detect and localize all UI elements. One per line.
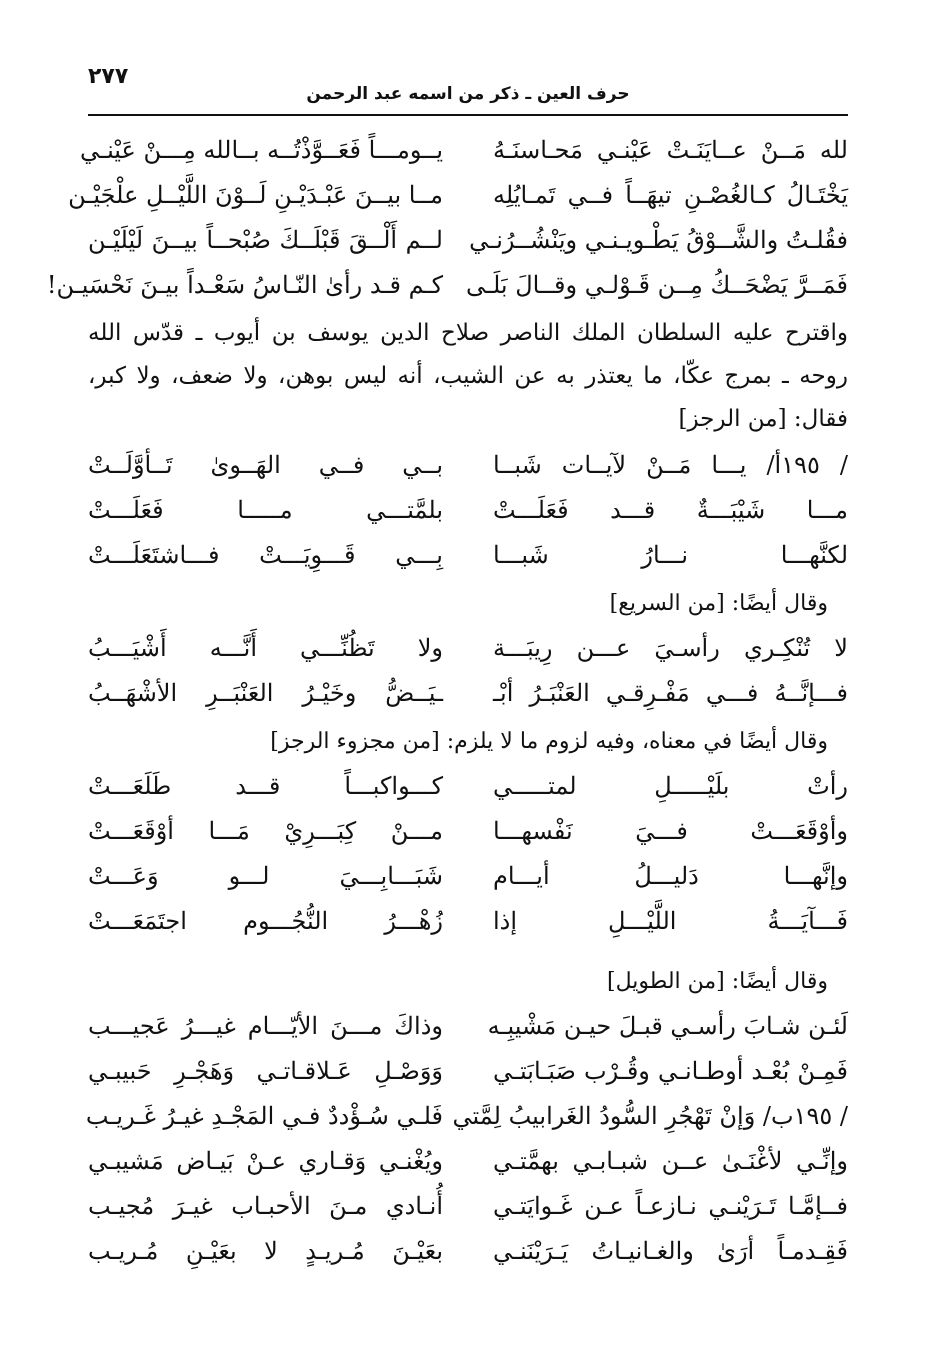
hemistich-right: / ١٩٥أ/ يـــا مَــنْ لآيــات شَبــا (493, 451, 849, 479)
hemistich-right: فــإمَّـا تَـرَيْنـي نـازعـاً عـن غَـوايَتـي (493, 1192, 848, 1220)
poem-3 (88, 626, 848, 716)
verse (88, 218, 848, 263)
poem-2 (88, 443, 848, 578)
verse (46, 263, 848, 308)
verse (88, 1184, 848, 1229)
poem-1 (46, 128, 848, 308)
running-title: حرف العين ـ ذكر من اسمه عبد الرحمن (306, 84, 630, 104)
hemistich-right: / ١٩٥ب/ وَإنْ تَهْجُرِ السُّودُ الغَرابيبُ لِمَّتي (452, 1102, 848, 1130)
hemistich-left: زُهْـــرُ النُّجُـــوم اجتَمَعَـــتْ (88, 907, 443, 935)
verse (88, 533, 848, 578)
poem-intro: وقال أيضًا: [من الطويل] (607, 969, 828, 994)
verse (88, 1049, 848, 1094)
hemistich-left: بــي فــي الهَــوىٰ تَــأوَّلَــتْ (88, 451, 443, 479)
verse (88, 899, 848, 944)
poem-4 (88, 764, 848, 944)
hemistich-right: لا تُنْكِـري رأسـيَ عـــن رِيبَـــة (493, 634, 848, 662)
hemistich-right: فـــإنَّــهُ فـــي مَفْـرِقـي العَنْبَـرُ أبْـ (493, 679, 848, 707)
poem-intro: وقال أيضًا: [من السريع] (609, 591, 828, 616)
hemistich-left: كـم قـد رأىٰ النّـاسُ سَعْـداً بيـنَ نَحْسَيـن! (46, 271, 443, 299)
verse (68, 173, 848, 218)
hemistich-right: فَقِـدمـاً أرَىٰ والغـانيـاتُ يَـرَيْنَنـي (493, 1237, 848, 1265)
page-header (88, 58, 848, 116)
verse (80, 128, 848, 173)
verse (88, 1004, 848, 1049)
hemistich-right: رأتْ بلَيْـــــلِ لمتـــــي (493, 772, 848, 800)
hemistich-left: ويُغْنـي وَقـاري عـنْ بَيـاض مَشيبـي (88, 1147, 443, 1175)
hemistich-left: ـيَــضُّ وخَيْـرُ العَنْبَــرِ الأشْهَــبُ (88, 679, 443, 707)
verse (88, 1229, 848, 1274)
hemistich-right: لله مَــنْ عــايَنَـتْ عَيْنـي مَحـاسنَـهُ (493, 136, 848, 164)
verse (88, 671, 848, 716)
prose-paragraph: واقترح عليه السلطان الملك الناصر صلاح الدين يوسف بن أيوب ـ قدّس الله روحه ـ بمرج عكّا، ما يعتذر به عن الشيب، أنه ليس بوهن، ولا ضعف، ولا كبر، فقال: [من الرجز] (88, 320, 848, 432)
poem-intro: وقال أيضًا في معناه، وفيه لزوم ما لا يلزم: [من مجزوء الرجز] (270, 729, 828, 754)
hemistich-left: مــا بيــنَ عَبْـدَيْـنِ لَــوْنَ اللَّيْــلِ علْجَيْـن (68, 181, 443, 209)
verse (88, 443, 848, 488)
hemistich-right: فقُلـتُ والشَّــوْقُ يَطْـويـنـي ويَنْشُــرُنـي (469, 226, 848, 254)
hemistich-right: فَمَــرَّ يَضْحَــكُ مِــن قَـوْلـي وقــالَ بَلَـى (465, 271, 848, 299)
poem-5 (85, 1004, 848, 1274)
hemistich-right: وإنَّهـــا دَليـــلُ أيـــام (493, 862, 848, 890)
hemistich-right: يَخْتَـالُ كـالغُصْـنِ تيهَــاً فــي تَمـايُلِه (493, 181, 848, 209)
page-content (46, 128, 849, 1274)
verse (88, 1139, 848, 1184)
hemistich-right: لكنَّهـــا نـــارُ شَبـــا (493, 541, 848, 569)
hemistich-left: وَوَصْـلِ عَـلاقـاتـي وَهَجْـرِ حَبيبـي (88, 1057, 443, 1085)
page-number: ٢٧٧ (88, 64, 129, 89)
hemistich-left: مـــنْ كِبَـــرِيْ مَـــا أوْقَعَـــتْ (88, 817, 443, 845)
verse (88, 488, 848, 533)
hemistich-left: أُنـادي مـنَ الأحبـاب غيـرَ مُجيـب (88, 1192, 443, 1220)
verse (85, 1094, 848, 1139)
hemistich-left: بعَيْـنَ مُـريـدٍ لا بعَيْـنِ مُـريـب (88, 1237, 443, 1265)
hemistich-left: كـــواكبـــاً قـــد طَلَعَـــتْ (88, 772, 443, 800)
hemistich-left: شَبَـــابِـــيَ لـــو وَعَـــتْ (88, 862, 443, 890)
hemistich-right: فَمِـنْ بُعْـد أوطـانـي وقُـرْب صَبَـابَتـي (493, 1057, 848, 1085)
hemistich-left: يــومـــاً فَعَــوَّذْتُــه بــالله مِـــنْ عَيْنـي (80, 136, 443, 164)
hemistich-left: ولا تَظُنِّـــي أَنَّـــه أَشْيَـــبُ (88, 634, 443, 662)
hemistich-left: فَلـي سُـؤْددٌ فـي المَجْـدِ غيـرُ غَـريـب (85, 1102, 443, 1130)
hemistich-right: مـــا شَيْبَـــةٌ قـــد فَعَلَـــتْ (493, 496, 848, 524)
spacer (88, 944, 848, 956)
hemistich-left: بِـــي قَـــوِيَـــتْ فـــاشتَعَلَـــتْ (88, 541, 443, 569)
hemistich-right: وأوْقَعَـــتْ فـــيَ نَفْسهـــا (493, 817, 848, 845)
hemistich-left: بلمَّتـــي مـــــا فَعَلَـــتْ (88, 496, 443, 524)
verse (88, 626, 848, 671)
hemistich-right: وإنِّـي لأغْنَـىٰ عــن شبـابـي بهمَّتـي (493, 1147, 848, 1175)
hemistich-left: وذاكَ مـــنَ الأيّـــام غيـــرُ عَجيـــب (88, 1012, 443, 1040)
hemistich-right: فَـــآيَـــةُ اللَّيْـــلِ إذا (493, 907, 848, 935)
verse (88, 854, 848, 899)
verse (88, 764, 848, 809)
verse (88, 809, 848, 854)
hemistich-left: لــم أَلْــقَ قَبْلَــكَ صُبْحــاً بيــنَ لَيْلَيْـن (88, 226, 443, 254)
hemistich-right: لَئـن شـابَ رأسـي قبـلَ حيـن مَشْيبِـه (487, 1012, 848, 1040)
